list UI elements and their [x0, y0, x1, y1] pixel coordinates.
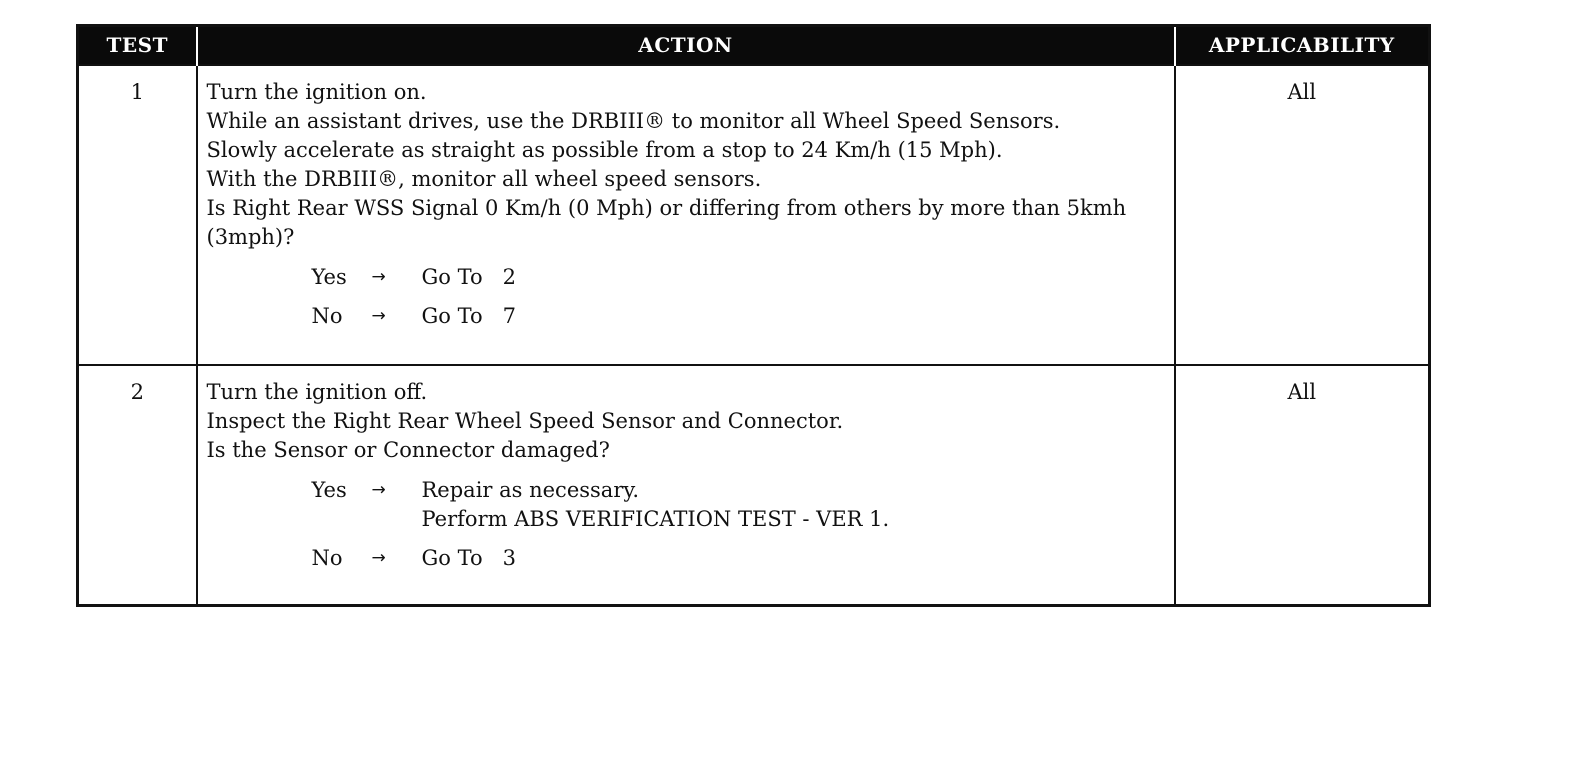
decision-branches [207, 263, 1168, 331]
branch-result-line: Go To 3 [421, 546, 516, 570]
action-line: Inspect the Right Rear Wheel Speed Sensor and Connector. [206, 409, 844, 433]
branch-answer: Yes [311, 478, 347, 502]
action-text [207, 378, 1168, 465]
branch-result-line: Go To 2 [421, 265, 516, 289]
applicability-value: All [1175, 65, 1430, 365]
branch-yes [312, 263, 1168, 292]
applicability-value: All [1175, 365, 1430, 606]
branch-yes [312, 476, 1168, 534]
action-question: Is Right Rear WSS Signal 0 Km/h (0 Mph) or differing from others by more than 5kmh (3mph)? [206, 196, 1127, 249]
table-header [78, 26, 1430, 66]
arrow-right-icon: → [371, 267, 386, 287]
branch-result-line: Go To 7 [421, 304, 516, 328]
test-number: 2 [78, 365, 197, 606]
table-row [78, 65, 1430, 365]
action-line: Slowly accelerate as straight as possible from a stop to 24 Km/h (15 Mph). [206, 138, 1003, 162]
arrow-right-icon: → [371, 306, 386, 326]
branch-result [422, 476, 890, 534]
branch-no [312, 302, 1168, 331]
action-cell [197, 365, 1175, 606]
action-line: Turn the ignition on. [206, 80, 427, 104]
decision-branches [207, 476, 1168, 573]
branch-answer: No [311, 304, 343, 328]
branch-result [422, 263, 517, 292]
branch-answer: Yes [311, 265, 347, 289]
action-text [207, 78, 1168, 252]
branch-answer: No [311, 546, 343, 570]
action-line: Turn the ignition off. [206, 380, 428, 404]
branch-no [312, 544, 1168, 573]
branch-result-line: Repair as necessary. [421, 478, 640, 502]
header-test: TEST [78, 26, 197, 66]
table-row [78, 365, 1430, 606]
header-row [78, 26, 1430, 66]
header-applicability: APPLICABILITY [1175, 26, 1430, 66]
action-question: Is the Sensor or Connector damaged? [206, 438, 610, 462]
arrow-right-icon: → [371, 480, 386, 500]
branch-result [422, 544, 517, 573]
arrow-right-icon: → [371, 548, 386, 568]
action-line: While an assistant drives, use the DRBIII® to monitor all Wheel Speed Sensors. [206, 109, 1061, 133]
action-line: With the DRBIII®, monitor all wheel speed sensors. [206, 167, 762, 191]
test-number: 1 [78, 65, 197, 365]
branch-result-line: Perform ABS VERIFICATION TEST - VER 1. [421, 507, 890, 531]
action-cell [197, 65, 1175, 365]
header-action: ACTION [197, 26, 1175, 66]
diagnostic-test-table [76, 24, 1431, 607]
branch-result [422, 302, 517, 331]
